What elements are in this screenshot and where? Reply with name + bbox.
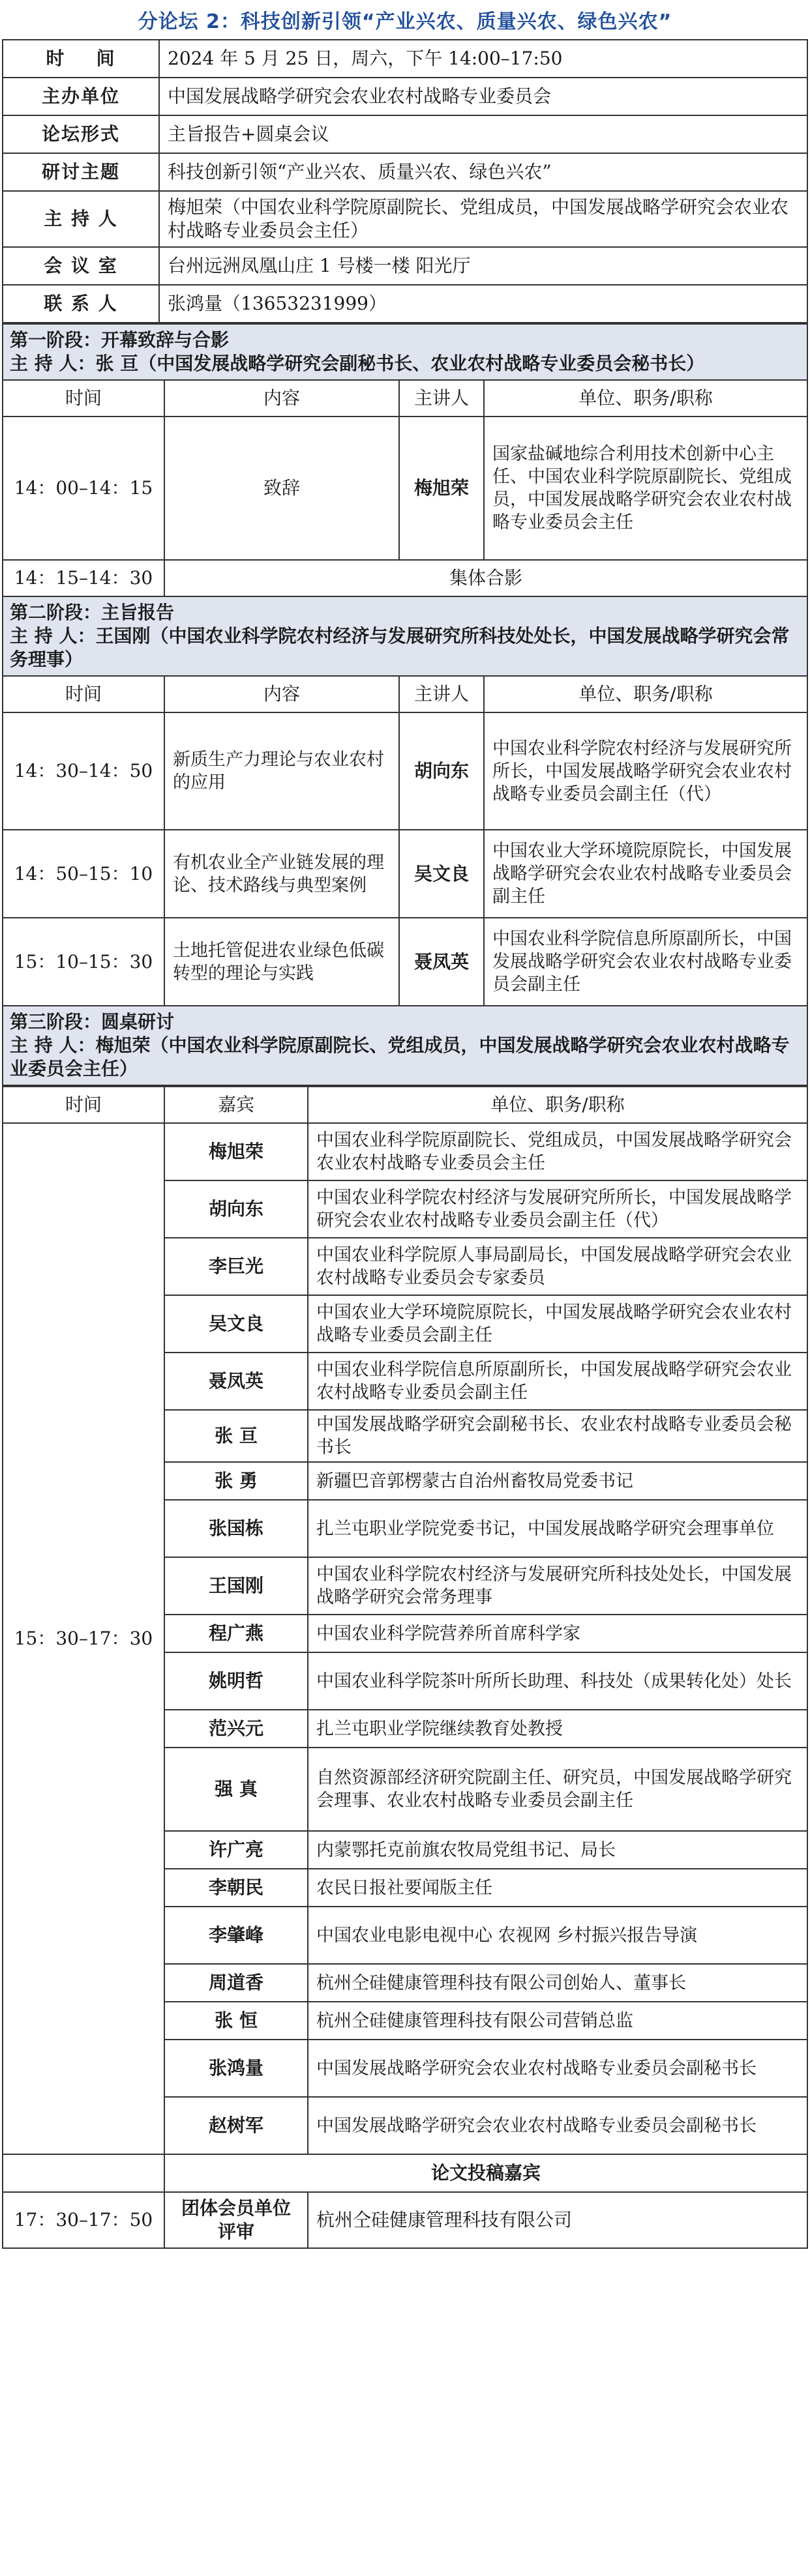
row-content: 土地托管促进农业绿色低碳转型的理论与实践 <box>164 918 399 1006</box>
guest-unit: 中国农业科学院原人事局副局长，中国发展战略学研究会农业农村战略专业委员会专家委员 <box>308 1238 807 1295</box>
info-label: 联 系 人 <box>3 285 159 323</box>
row-speaker: 吴文良 <box>399 830 484 918</box>
guest-row <box>3 1123 807 1180</box>
forum-title: 分论坛 2：科技创新引领“产业兴农、质量兴农、绿色兴农” <box>138 10 672 33</box>
info-row-format <box>3 115 807 153</box>
col-header-time: 时间 <box>3 676 164 712</box>
guest-name: 姚明哲 <box>164 1652 308 1710</box>
row-time: 14：30–14：50 <box>3 712 164 830</box>
row-time: 14：00–14：15 <box>3 417 164 560</box>
col-header-time: 时间 <box>3 380 164 417</box>
guest-unit: 新疆巴音郭楞蒙古自治州畜牧局党委书记 <box>308 1462 807 1500</box>
info-value: 中国发展战略学研究会农业农村战略专业委员会 <box>159 78 807 115</box>
guest-unit: 中国农业大学环境院原院长，中国发展战略学研究会农业农村战略专业委员会副主任 <box>308 1295 807 1353</box>
guest-unit: 扎兰屯职业学院继续教育处教授 <box>308 1710 807 1748</box>
guest-unit: 扎兰屯职业学院党委书记，中国发展战略学研究会理事单位 <box>308 1500 807 1557</box>
info-value: 台州远洲凤凰山庄 1 号楼一楼 阳光厅 <box>159 247 807 285</box>
guest-unit: 中国农业科学院信息所原副所长，中国发展战略学研究会农业农村战略专业委员会副主任 <box>308 1353 807 1410</box>
paper-row <box>3 2192 807 2248</box>
guest-name: 李巨光 <box>164 1238 308 1295</box>
guest-name: 张 勇 <box>164 1462 308 1500</box>
guest-unit: 杭州仝硅健康管理科技有限公司营销总监 <box>308 2002 807 2040</box>
info-value: 2024 年 5 月 25 日，周六，下午 14:00–17:50 <box>159 40 807 78</box>
phase2-host: 主 持 人：王国刚（中国农业科学院农村经济与发展研究所科技处处长，中国发展战略学研究会常务理事） <box>10 625 790 670</box>
guest-name: 李肇峰 <box>164 1907 308 1964</box>
info-label: 时 间 <box>3 40 159 78</box>
row-speaker: 梅旭荣 <box>399 417 484 560</box>
phase2-row <box>3 830 807 918</box>
info-row-contact <box>3 285 807 323</box>
schedule-table-phases-1-2 <box>2 323 808 1086</box>
col-header-time: 时间 <box>3 1087 164 1123</box>
guest-name: 强 真 <box>164 1748 308 1831</box>
phase2-row <box>3 918 807 1006</box>
guest-unit: 中国农业科学院农村经济与发展研究所所长，中国发展战略学研究会农业农村战略专业委员会副主任（代） <box>308 1180 807 1238</box>
info-value: 主旨报告+圆桌会议 <box>159 115 807 153</box>
guest-unit: 自然资源部经济研究院副主任、研究员，中国发展战略学研究会理事、农业农村战略专业委员会副主任 <box>308 1748 807 1831</box>
phase1-header-row <box>3 380 807 417</box>
guest-name: 吴文良 <box>164 1295 308 1353</box>
info-row-time <box>3 40 807 78</box>
guest-name: 张 恒 <box>164 2002 308 2040</box>
row-content: 有机农业全产业链发展的理论、技术路线与典型案例 <box>164 830 399 918</box>
phase1-photo-row <box>3 560 807 596</box>
info-row-organizer <box>3 78 807 115</box>
row-content: 致辞 <box>164 417 399 560</box>
schedule-table-phase-3 <box>2 1086 808 2249</box>
phase2-row <box>3 712 807 830</box>
col-header-unit: 单位、职务/职称 <box>484 380 807 417</box>
forum-info-table <box>2 39 808 323</box>
info-label: 主 持 人 <box>3 191 159 247</box>
info-value: 梅旭荣（中国农业科学院原副院长、党组成员，中国发展战略学研究会农业农村战略专业委员会主任） <box>159 191 807 247</box>
guest-unit: 中国发展战略学研究会农业农村战略专业委员会副秘书长 <box>308 2097 807 2154</box>
info-value: 张鸿量（13653231999） <box>159 285 807 323</box>
info-label: 主办单位 <box>3 78 159 115</box>
guest-name: 张国栋 <box>164 1500 308 1557</box>
phase3-heading: 第三阶段：圆桌研讨 <box>10 1011 175 1032</box>
info-label: 研讨主题 <box>3 153 159 191</box>
guest-unit: 中国农业科学院原副院长、党组成员，中国发展战略学研究会农业农村战略专业委员会主任 <box>308 1123 807 1180</box>
row-content: 新质生产力理论与农业农村的应用 <box>164 712 399 830</box>
paper-label: 团体会员单位评审 <box>164 2192 308 2248</box>
info-row-theme <box>3 153 807 191</box>
info-value: 科技创新引领“产业兴农、质量兴农、绿色兴农” <box>159 153 807 191</box>
phase2-heading-row <box>3 596 807 676</box>
row-unit: 中国农业科学院农村经济与发展研究所所长，中国发展战略学研究会农业农村战略专业委员会副主任（代） <box>484 712 807 830</box>
guest-unit: 杭州仝硅健康管理科技有限公司创始人、董事长 <box>308 1964 807 2002</box>
guest-unit: 中国农业科学院茶叶所所长助理、科技处（成果转化处）处长 <box>308 1652 807 1710</box>
col-header-speaker: 主讲人 <box>399 676 484 712</box>
guest-unit: 中国农业科学院农村经济与发展研究所科技处处长，中国发展战略学研究会常务理事 <box>308 1557 807 1615</box>
col-header-content: 内容 <box>164 380 399 417</box>
guest-unit: 中国农业科学院营养所首席科学家 <box>308 1615 807 1652</box>
guest-name: 赵树军 <box>164 2097 308 2154</box>
guest-name: 胡向东 <box>164 1180 308 1238</box>
guest-unit: 内蒙鄂托克前旗农牧局党组书记、局长 <box>308 1831 807 1869</box>
phase1-host: 主 持 人：张 亘（中国发展战略学研究会副秘书长、农业农村战略专业委员会秘书长） <box>10 353 705 374</box>
guest-name: 梅旭荣 <box>164 1123 308 1180</box>
guest-unit: 农民日报社要闻版主任 <box>308 1869 807 1907</box>
guest-unit: 中国发展战略学研究会副秘书长、农业农村战略专业委员会秘书长 <box>308 1410 807 1462</box>
col-header-content: 内容 <box>164 676 399 712</box>
info-label: 会 议 室 <box>3 247 159 285</box>
phase3-heading-row <box>3 1006 807 1085</box>
col-header-unit: 单位、职务/职称 <box>308 1087 807 1123</box>
info-label: 论坛形式 <box>3 115 159 153</box>
col-header-guest: 嘉宾 <box>164 1087 308 1123</box>
guest-unit: 中国发展战略学研究会农业农村战略专业委员会副秘书长 <box>308 2040 807 2097</box>
row-time: 14：50–15：10 <box>3 830 164 918</box>
phase1-heading-row <box>3 324 807 380</box>
info-row-room <box>3 247 807 285</box>
guest-name: 张 亘 <box>164 1410 308 1462</box>
guest-name: 许广亮 <box>164 1831 308 1869</box>
row-speaker: 聂凤英 <box>399 918 484 1006</box>
guest-name: 周道香 <box>164 1964 308 2002</box>
row-content: 集体合影 <box>164 560 807 596</box>
guest-list <box>3 1123 807 2154</box>
phase3-host: 主 持 人：梅旭荣（中国农业科学院原副院长、党组成员，中国发展战略学研究会农业农村战略专业委员会主任） <box>10 1034 790 1079</box>
phase2-header-row <box>3 676 807 712</box>
row-unit: 中国农业大学环境院原院长，中国发展战略学研究会农业农村战略专业委员会副主任 <box>484 830 807 918</box>
row-unit: 国家盐碱地综合利用技术创新中心主任、中国农业科学院原副院长、党组成员，中国发展战略学研究会农业农村战略专业委员会主任 <box>484 417 807 560</box>
guest-name: 范兴元 <box>164 1710 308 1748</box>
row-time: 17：30–17：50 <box>3 2192 164 2248</box>
row-time: 15：10–15：30 <box>3 918 164 1006</box>
row-time: 14：15–14：30 <box>3 560 164 596</box>
col-header-unit: 单位、职务/职称 <box>484 676 807 712</box>
row-speaker: 胡向东 <box>399 712 484 830</box>
info-row-host <box>3 191 807 247</box>
row-unit: 中国农业科学院信息所原副所长，中国发展战略学研究会农业农村战略专业委员会副主任 <box>484 918 807 1006</box>
paper-title-row <box>3 2154 807 2192</box>
guest-name: 聂凤英 <box>164 1353 308 1410</box>
guest-unit: 中国农业电影电视中心 农视网 乡村振兴报告导演 <box>308 1907 807 1964</box>
phase3-header-row <box>3 1087 807 1123</box>
guest-name: 程广燕 <box>164 1615 308 1652</box>
phase1-heading: 第一阶段：开幕致辞与合影 <box>10 329 230 351</box>
paper-unit: 杭州仝硅健康管理科技有限公司 <box>308 2192 807 2248</box>
paper-title: 论文投稿嘉宾 <box>164 2154 807 2192</box>
guest-name: 张鸿量 <box>164 2040 308 2097</box>
roundtable-time: 15：30–17：30 <box>3 1123 164 2154</box>
phase2-heading: 第二阶段：主旨报告 <box>10 602 175 623</box>
guest-name: 李朝民 <box>164 1869 308 1907</box>
col-header-speaker: 主讲人 <box>399 380 484 417</box>
guest-name: 王国刚 <box>164 1557 308 1615</box>
phase1-row <box>3 417 807 560</box>
